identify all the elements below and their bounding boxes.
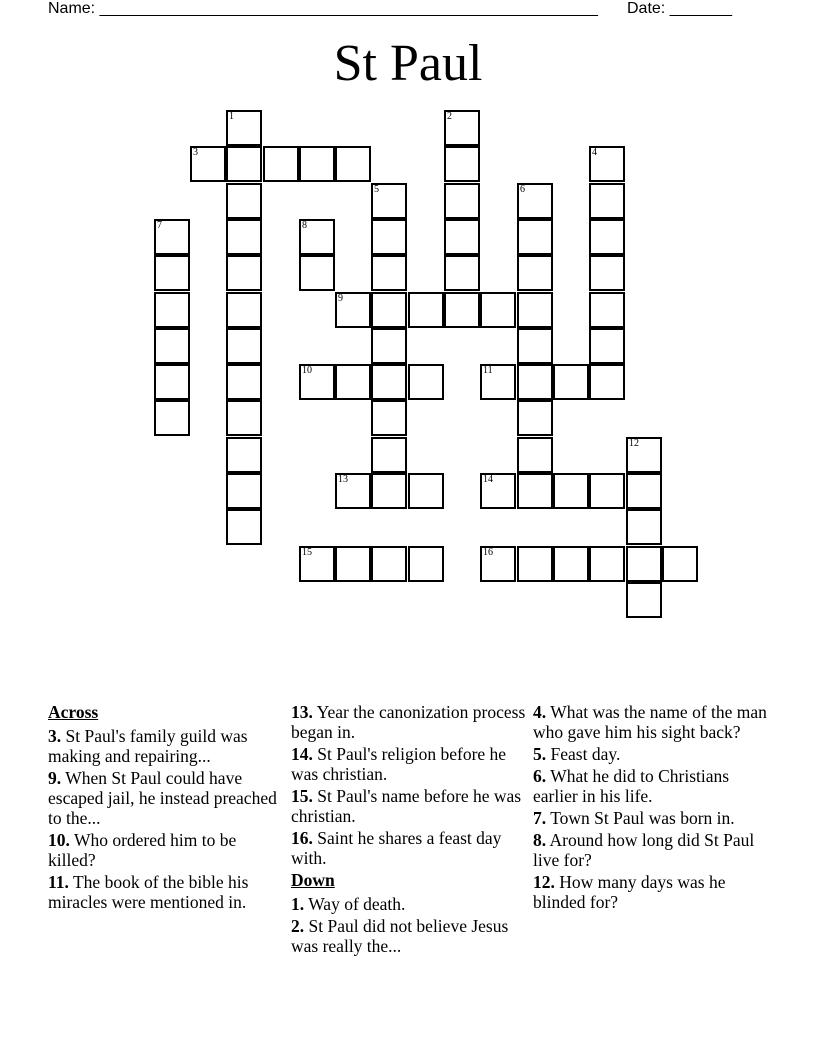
grid-cell[interactable] bbox=[226, 364, 262, 400]
grid-cell[interactable] bbox=[626, 473, 662, 509]
clue-text: Way of death. bbox=[308, 894, 406, 914]
cell-number: 16 bbox=[483, 547, 493, 558]
grid-cell[interactable] bbox=[626, 546, 662, 582]
clue-number: 8. bbox=[533, 830, 547, 850]
grid-cell[interactable] bbox=[480, 473, 516, 509]
cell-number: 15 bbox=[302, 547, 312, 558]
clue-number: 11. bbox=[48, 872, 69, 892]
grid-cell[interactable] bbox=[662, 546, 698, 582]
clue-item bbox=[48, 768, 284, 828]
grid-cell[interactable] bbox=[371, 255, 407, 291]
grid-cell[interactable] bbox=[154, 219, 190, 255]
clue-item bbox=[48, 830, 284, 870]
cell-number: 8 bbox=[302, 220, 307, 231]
grid-cell[interactable] bbox=[517, 437, 553, 473]
clue-item bbox=[533, 808, 769, 828]
clue-number: 14. bbox=[291, 744, 313, 764]
clue-text: What was the name of the man who gave him his sight back? bbox=[533, 702, 767, 742]
grid-cell[interactable] bbox=[517, 400, 553, 436]
name-field-line: Name: ________________________________________________________ bbox=[48, 0, 598, 17]
grid-cell[interactable] bbox=[226, 400, 262, 436]
clue-number: 13. bbox=[291, 702, 313, 722]
clue-text: St Paul did not believe Jesus was really the... bbox=[291, 916, 509, 956]
cell-number: 7 bbox=[157, 220, 162, 231]
grid-cell[interactable] bbox=[626, 582, 662, 618]
grid-cell[interactable] bbox=[226, 110, 262, 146]
clue-number: 9. bbox=[48, 768, 62, 788]
clue-item bbox=[48, 726, 284, 766]
clue-text: The book of the bible his miracles were mentioned in. bbox=[48, 872, 249, 912]
grid-cell[interactable] bbox=[589, 328, 625, 364]
clue-column-2 bbox=[291, 702, 527, 958]
grid-cell[interactable] bbox=[589, 473, 625, 509]
grid-cell[interactable] bbox=[371, 546, 407, 582]
grid-cell[interactable] bbox=[371, 437, 407, 473]
cell-number: 13 bbox=[338, 474, 348, 485]
grid-cell[interactable] bbox=[190, 146, 226, 182]
grid-cell[interactable] bbox=[408, 364, 444, 400]
clue-text: Town St Paul was born in. bbox=[550, 808, 735, 828]
grid-cell[interactable] bbox=[444, 255, 480, 291]
clue-item bbox=[533, 872, 769, 912]
grid-cell[interactable] bbox=[154, 255, 190, 291]
clue-text: Who ordered him to be killed? bbox=[48, 830, 237, 870]
grid-cell[interactable] bbox=[299, 364, 335, 400]
grid-cell[interactable] bbox=[589, 183, 625, 219]
clue-text: Feast day. bbox=[550, 744, 621, 764]
grid-cell[interactable] bbox=[444, 183, 480, 219]
grid-cell[interactable] bbox=[553, 473, 589, 509]
clue-text: St Paul's religion before he was christian. bbox=[291, 744, 507, 784]
grid-cell[interactable] bbox=[371, 219, 407, 255]
grid-cell[interactable] bbox=[263, 146, 299, 182]
grid-cell[interactable] bbox=[299, 546, 335, 582]
grid-cell[interactable] bbox=[589, 219, 625, 255]
grid-cell[interactable] bbox=[154, 328, 190, 364]
grid-cell[interactable] bbox=[517, 255, 553, 291]
grid-cell[interactable] bbox=[371, 292, 407, 328]
clue-item bbox=[291, 786, 527, 826]
grid-cell[interactable] bbox=[226, 473, 262, 509]
grid-cell[interactable] bbox=[589, 292, 625, 328]
clue-item bbox=[533, 766, 769, 806]
grid-cell[interactable] bbox=[226, 255, 262, 291]
cell-number: 11 bbox=[483, 365, 493, 376]
grid-cell[interactable] bbox=[517, 183, 553, 219]
cell-number: 10 bbox=[302, 365, 312, 376]
grid-cell[interactable] bbox=[335, 364, 371, 400]
clue-item bbox=[48, 872, 284, 912]
clue-item bbox=[291, 702, 527, 742]
cell-number: 12 bbox=[629, 438, 639, 449]
grid-cell[interactable] bbox=[626, 437, 662, 473]
clue-text: Year the canonization process began in. bbox=[291, 702, 526, 742]
grid-cell[interactable] bbox=[589, 146, 625, 182]
grid-cell[interactable] bbox=[226, 509, 262, 545]
grid-cell[interactable] bbox=[371, 328, 407, 364]
grid-cell[interactable] bbox=[480, 546, 516, 582]
clue-number: 1. bbox=[291, 894, 305, 914]
clue-item bbox=[533, 744, 769, 764]
grid-cell[interactable] bbox=[480, 292, 516, 328]
grid-cell[interactable] bbox=[335, 146, 371, 182]
grid-cell[interactable] bbox=[408, 473, 444, 509]
clue-number: 4. bbox=[533, 702, 547, 722]
clue-text: When St Paul could have escaped jail, he instead preached to the... bbox=[48, 768, 277, 828]
clue-item bbox=[291, 828, 527, 868]
grid-cell[interactable] bbox=[371, 473, 407, 509]
grid-cell[interactable] bbox=[226, 328, 262, 364]
grid-cell[interactable] bbox=[335, 546, 371, 582]
clue-text: Saint he shares a feast day with. bbox=[291, 828, 502, 868]
cell-number: 4 bbox=[592, 147, 597, 158]
grid-cell[interactable] bbox=[226, 437, 262, 473]
grid-cell[interactable] bbox=[154, 292, 190, 328]
clue-item bbox=[291, 916, 527, 956]
grid-cell[interactable] bbox=[517, 328, 553, 364]
grid-cell[interactable] bbox=[589, 546, 625, 582]
grid-cell[interactable] bbox=[517, 473, 553, 509]
clue-number: 3. bbox=[48, 726, 62, 746]
date-field-line: Date: _______ bbox=[627, 0, 732, 17]
clue-item bbox=[291, 744, 527, 784]
clue-item bbox=[291, 894, 527, 914]
cell-number: 2 bbox=[447, 111, 452, 122]
grid-cell[interactable] bbox=[626, 509, 662, 545]
cell-number: 3 bbox=[193, 147, 198, 158]
clue-text: Around how long did St Paul live for? bbox=[533, 830, 755, 870]
clue-item bbox=[533, 702, 769, 742]
grid-cell[interactable] bbox=[299, 255, 335, 291]
cell-number: 5 bbox=[374, 184, 379, 195]
clue-column-3 bbox=[533, 702, 769, 914]
grid-cell[interactable] bbox=[589, 364, 625, 400]
grid-cell[interactable] bbox=[371, 183, 407, 219]
grid-cell[interactable] bbox=[480, 364, 516, 400]
clue-number: 16. bbox=[291, 828, 313, 848]
grid-cell[interactable] bbox=[553, 364, 589, 400]
grid-cell[interactable] bbox=[444, 219, 480, 255]
cell-number: 6 bbox=[520, 184, 525, 195]
grid-cell[interactable] bbox=[299, 219, 335, 255]
clue-number: 2. bbox=[291, 916, 305, 936]
grid-cell[interactable] bbox=[408, 546, 444, 582]
grid-cell[interactable] bbox=[553, 546, 589, 582]
page-title: St Paul bbox=[333, 35, 483, 92]
grid-cell[interactable] bbox=[444, 110, 480, 146]
clue-text: St Paul's family guild was making and repairing... bbox=[48, 726, 248, 766]
clue-column-1 bbox=[48, 702, 284, 914]
section-heading-across: Across bbox=[48, 702, 99, 722]
grid-cell[interactable] bbox=[371, 400, 407, 436]
clue-text: How many days was he blinded for? bbox=[533, 872, 726, 912]
cell-number: 9 bbox=[338, 293, 343, 304]
clue-number: 6. bbox=[533, 766, 547, 786]
grid-cell[interactable] bbox=[154, 364, 190, 400]
clue-text: What he did to Christians earlier in his life. bbox=[533, 766, 730, 806]
grid-cell[interactable] bbox=[299, 146, 335, 182]
grid-cell[interactable] bbox=[517, 364, 553, 400]
grid-cell[interactable] bbox=[517, 292, 553, 328]
grid-cell[interactable] bbox=[335, 473, 371, 509]
clue-number: 12. bbox=[533, 872, 555, 892]
cell-number: 14 bbox=[483, 474, 493, 485]
grid-cell[interactable] bbox=[226, 183, 262, 219]
grid-cell[interactable] bbox=[589, 255, 625, 291]
cell-number: 1 bbox=[229, 111, 234, 122]
grid-cell[interactable] bbox=[371, 364, 407, 400]
section-heading-down: Down bbox=[291, 870, 335, 890]
grid-cell[interactable] bbox=[444, 292, 480, 328]
grid-cell[interactable] bbox=[335, 292, 371, 328]
clue-text: St Paul's name before he was christian. bbox=[291, 786, 522, 826]
grid-cell[interactable] bbox=[226, 146, 262, 182]
clue-item bbox=[533, 830, 769, 870]
clue-number: 15. bbox=[291, 786, 313, 806]
grid-cell[interactable] bbox=[408, 292, 444, 328]
grid-cell[interactable] bbox=[226, 219, 262, 255]
grid-cell[interactable] bbox=[226, 292, 262, 328]
grid-cell[interactable] bbox=[517, 219, 553, 255]
grid-cell[interactable] bbox=[444, 146, 480, 182]
clue-number: 5. bbox=[533, 744, 547, 764]
clue-number: 7. bbox=[533, 808, 547, 828]
grid-cell[interactable] bbox=[154, 400, 190, 436]
clue-number: 10. bbox=[48, 830, 70, 850]
grid-cell[interactable] bbox=[517, 546, 553, 582]
